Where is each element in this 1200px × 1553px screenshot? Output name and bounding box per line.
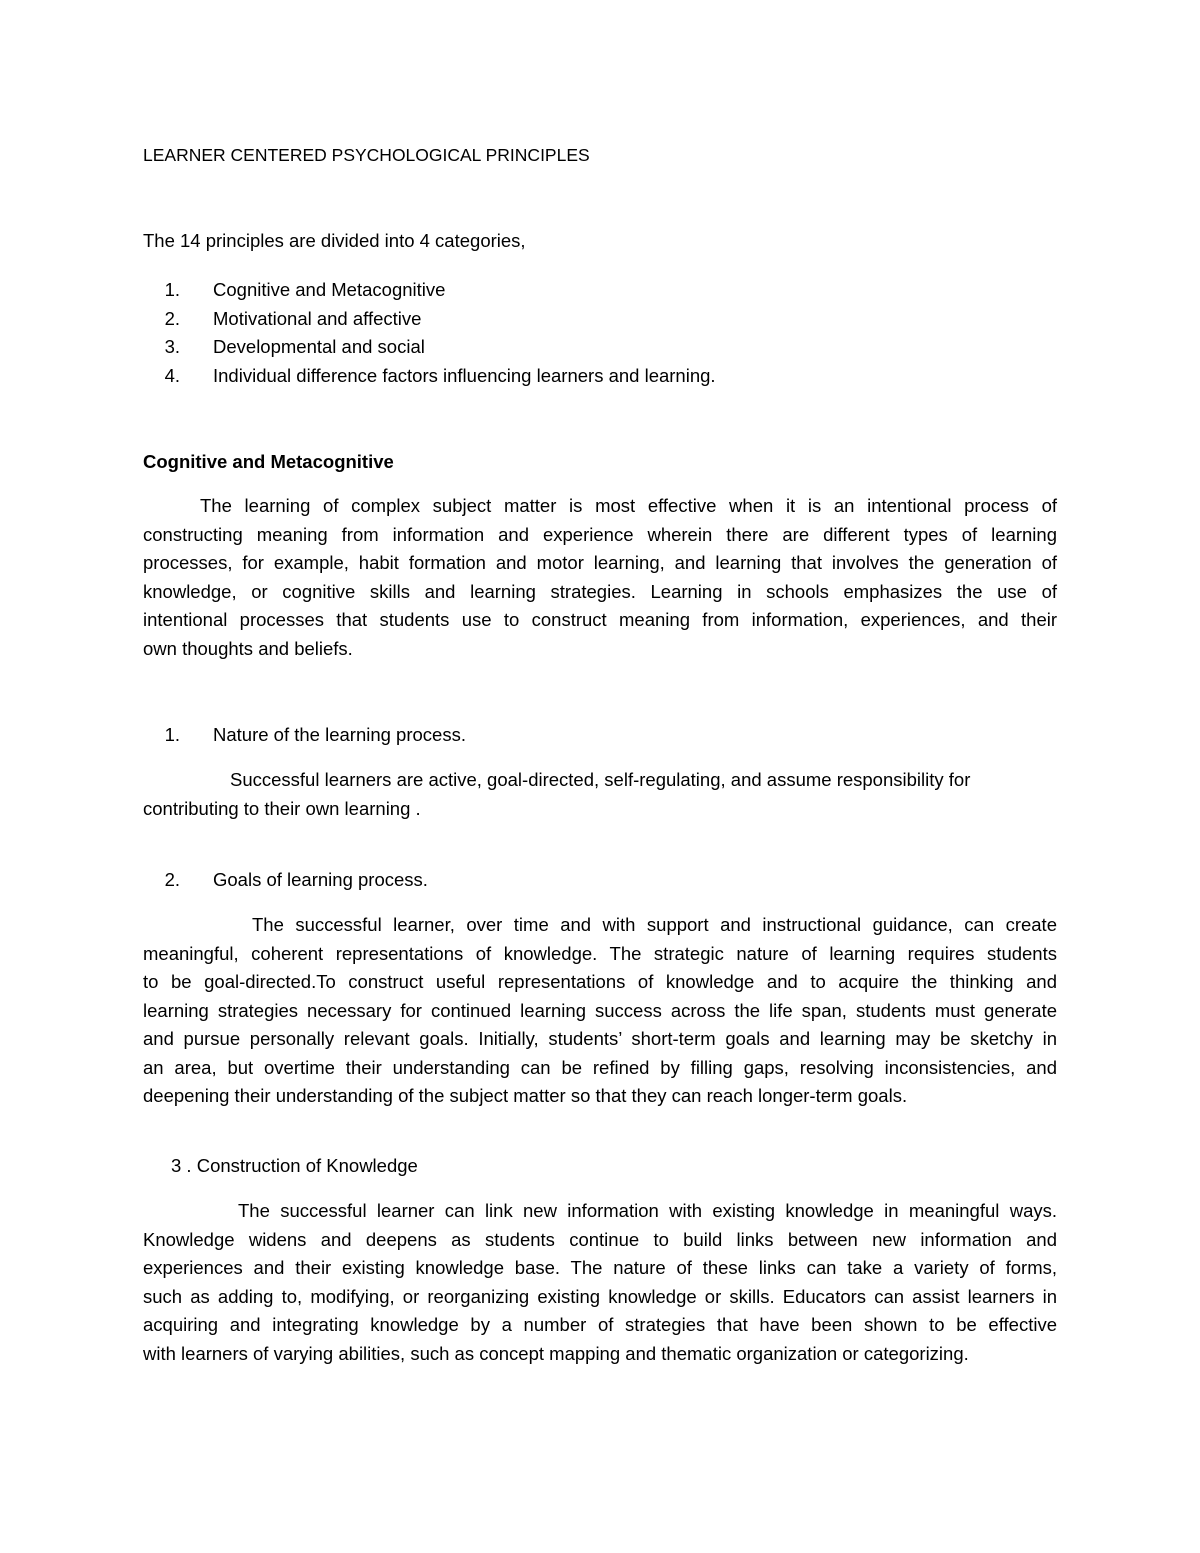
category-list — [143, 276, 716, 390]
paragraph-line: to be goal-directed.To construct useful representations of knowledge and to acquire the thinking and — [143, 971, 1057, 992]
paragraph-line: The successful learner can link new information with existing knowledge in meaningful ways. — [238, 1200, 1057, 1221]
paragraph-line: The learning of complex subject matter is most effective when it is an intentional process of — [200, 495, 1057, 516]
paragraph-line: intentional processes that students use to construct meaning from information, experiences, and their — [143, 609, 1057, 630]
principle-title: Nature of the learning process. — [213, 724, 466, 745]
list-item-label: Individual difference factors influencing learners and learning. — [213, 364, 716, 386]
paragraph-line: learning strategies necessary for continued learning success across the life span, students must generate — [143, 999, 1057, 1021]
principle-number: 3 . — [171, 1155, 192, 1176]
paragraph-line: meaningful, coherent representations of knowledge. The strategic nature of learning requires students — [143, 942, 1057, 964]
list-item-label: Motivational and affective — [213, 307, 422, 329]
paragraph-line: own thoughts and beliefs. — [143, 637, 353, 659]
paragraph-line: an area, but overtime their understanding can be refined by filling gaps, resolving inconsistencies, and — [143, 1056, 1057, 1078]
paragraph-line: constructing meaning from information and experience wherein there are different types of learning — [143, 523, 1057, 545]
paragraph-line: knowledge, or cognitive skills and learning strategies. Learning in schools emphasizes the use of — [143, 580, 1057, 602]
principle-heading — [171, 1155, 418, 1177]
paragraph-line: with learners of varying abilities, such as concept mapping and thematic organization or categorizing. — [143, 1342, 969, 1364]
list-item — [143, 362, 716, 391]
list-number: 1. — [164, 279, 180, 300]
list-number: 2. — [164, 307, 180, 329]
list-item — [143, 333, 716, 362]
principle-paragraph — [143, 911, 1057, 1111]
paragraph-line: processes, for example, habit formation and motor learning, and learning that involves the generation of — [143, 552, 1057, 573]
paragraph-line: and pursue personally relevant goals. Initially, students’ short-term goals and learning may be sketchy in — [143, 1028, 1057, 1049]
list-item — [143, 305, 716, 334]
paragraph-line: deepening their understanding of the subject matter so that they can reach longer-term goals. — [143, 1085, 908, 1106]
list-item-label: Developmental and social — [213, 336, 425, 357]
paragraph-line: acquiring and integrating knowledge by a number of strategies that have been shown to be effective — [143, 1314, 1057, 1335]
list-number: 3. — [164, 336, 180, 357]
paragraph-line: The successful learner, over time and with support and instructional guidance, can create — [252, 914, 1057, 935]
principle-heading — [143, 724, 466, 746]
principle-title: Goals of learning process. — [213, 869, 428, 890]
paragraph-line: experiences and their existing knowledge base. The nature of these links can take a variety of forms, — [143, 1257, 1057, 1278]
principle-heading — [143, 869, 428, 891]
paragraph-line: Successful learners are active, goal-directed, self-regulating, and assume responsibility for — [230, 769, 971, 790]
list-item-label: Cognitive and Metacognitive — [213, 279, 446, 300]
principle-number: 1. — [164, 724, 180, 745]
paragraph-line: such as adding to, modifying, or reorganizing existing knowledge or skills. Educators can assist learners in — [143, 1285, 1057, 1307]
document-title: LEARNER CENTERED PSYCHOLOGICAL PRINCIPLES — [143, 145, 590, 165]
intro-text: The 14 principles are divided into 4 categories, — [143, 230, 526, 251]
list-item — [143, 276, 716, 305]
principle-number: 2. — [164, 869, 180, 890]
section-intro-paragraph — [143, 492, 1057, 663]
section-heading: Cognitive and Metacognitive — [143, 451, 394, 472]
paragraph-line: contributing to their own learning . — [143, 797, 421, 819]
principle-title: Construction of Knowledge — [196, 1155, 418, 1176]
principle-paragraph — [143, 1197, 1057, 1368]
list-number: 4. — [164, 364, 180, 386]
paragraph-line: Knowledge widens and deepens as students continue to build links between new information and — [143, 1228, 1057, 1250]
principle-paragraph — [143, 766, 1057, 823]
